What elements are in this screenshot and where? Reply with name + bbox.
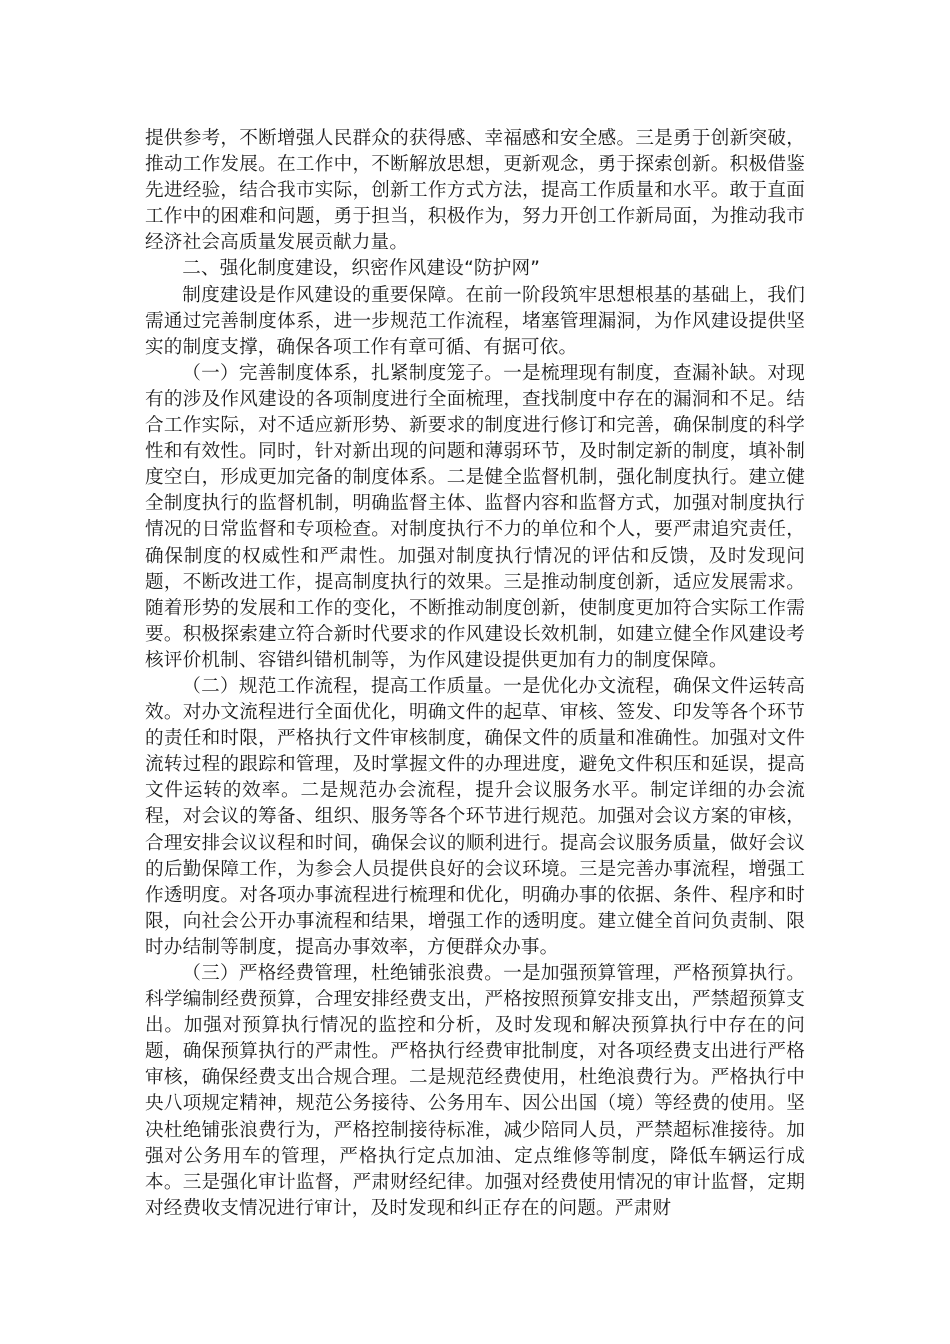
document-body xyxy=(145,126,805,1222)
paragraph-item-3: （三）严格经费管理，杜绝铺张浪费。一是加强预算管理，严格预算执行。科学编制经费预算，合理安排经费支出，严格按照预算安排支出，严禁超预算支出。加强对预算执行情况的监控和分析，及时发现和解决预算执行中存在的问题，确保预算执行的严肃性。严格执行经费审批制度，对各项经费支出进行严格审核，确保经费支出合规合理。二是规范经费使用，杜绝浪费行为。严格执行中央八项规定精神，规范公务接待、公务用车、因公出国（境）等经费的使用。坚决杜绝铺张浪费行为，严格控制接待标准，减少陪同人员，严禁超标准接待。加强对公务用车的管理，严格执行定点加油、定点维修等制度，降低车辆运行成本。三是强化审计监督，严肃财经纪律。加强对经费使用情况的审计监督，定期对经费收支情况进行审计，及时发现和纠正存在的问题。严肃财 xyxy=(145,963,805,1219)
paragraph-intro: 制度建设是作风建设的重要保障。在前一阶段筑牢思想根基的基础上，我们需通过完善制度体系，进一步规范工作流程，堵塞管理漏洞，为作风建设提供坚实的制度支撑，确保各项工作有章可循、有据可依。 xyxy=(145,284,805,358)
paragraph-item-1: （一）完善制度体系，扎紧制度笼子。一是梳理现有制度，查漏补缺。对现有的涉及作风建设的各项制度进行全面梳理，查找制度中存在的漏洞和不足。结合工作实际，对不适应新形势、新要求的制度进行修订和完善，确保制度的科学性和有效性。同时，针对新出现的问题和薄弱环节，及时制定新的制度，填补制度空白，形成更加完备的制度体系。二是健全监督机制，强化制度执行。建立健全制度执行的监督机制，明确监督主体、监督内容和监督方式，加强对制度执行情况的日常监督和专项检查。对制度执行不力的单位和个人，要严肃追究责任，确保制度的权威性和严肃性。加强对制度执行情况的评估和反馈，及时发现问题，不断改进工作，提高制度执行的效果。三是推动制度创新，适应发展需求。随着形势的发展和工作的变化，不断推动制度创新，使制度更加符合实际工作需要。积极探索建立符合新时代要求的作风建设长效机制，如建立健全作风建设考核评价机制、容错纠错机制等，为作风建设提供更加有力的制度保障。 xyxy=(145,362,805,671)
paragraph-continuation: 提供参考，不断增强人民群众的获得感、幸福感和安全感。三是勇于创新突破，推动工作发展。在工作中，不断解放思想，更新观念，勇于探索创新。积极借鉴先进经验，结合我市实际，创新工作方式方法，提高工作质量和水平。敢于直面工作中的困难和问题，勇于担当，积极作为，努力开创工作新局面，为推动我市经济社会高质量发展贡献力量。 xyxy=(145,128,805,254)
section-heading: 二、强化制度建设，织密作风建设“防护网” xyxy=(182,258,541,280)
paragraph-item-2: （二）规范工作流程，提高工作质量。一是优化办文流程，确保文件运转高效。对办文流程进行全面优化，明确文件的起草、审核、签发、印发等各个环节的责任和时限，严格执行文件审核制度，确保文件的质量和准确性。加强对文件流转过程的跟踪和管理，及时掌握文件的办理进度，避免文件积压和延误，提高文件运转的效率。二是规范办会流程，提升会议服务水平。制定详细的办会流程，对会议的筹备、组织、服务等各个环节进行规范。加强对会议方案的审核，合理安排会议议程和时间，确保会议的顺利进行。提高会议服务质量，做好会议的后勤保障工作，为参会人员提供良好的会议环境。三是完善办事流程，增强工作透明度。对各项办事流程进行梳理和优化，明确办事的依据、条件、程序和时限，向社会公开办事流程和结果，增强工作的透明度。建立健全首问负责制、限时办结制等制度，提高办事效率，方便群众办事。 xyxy=(145,675,805,958)
